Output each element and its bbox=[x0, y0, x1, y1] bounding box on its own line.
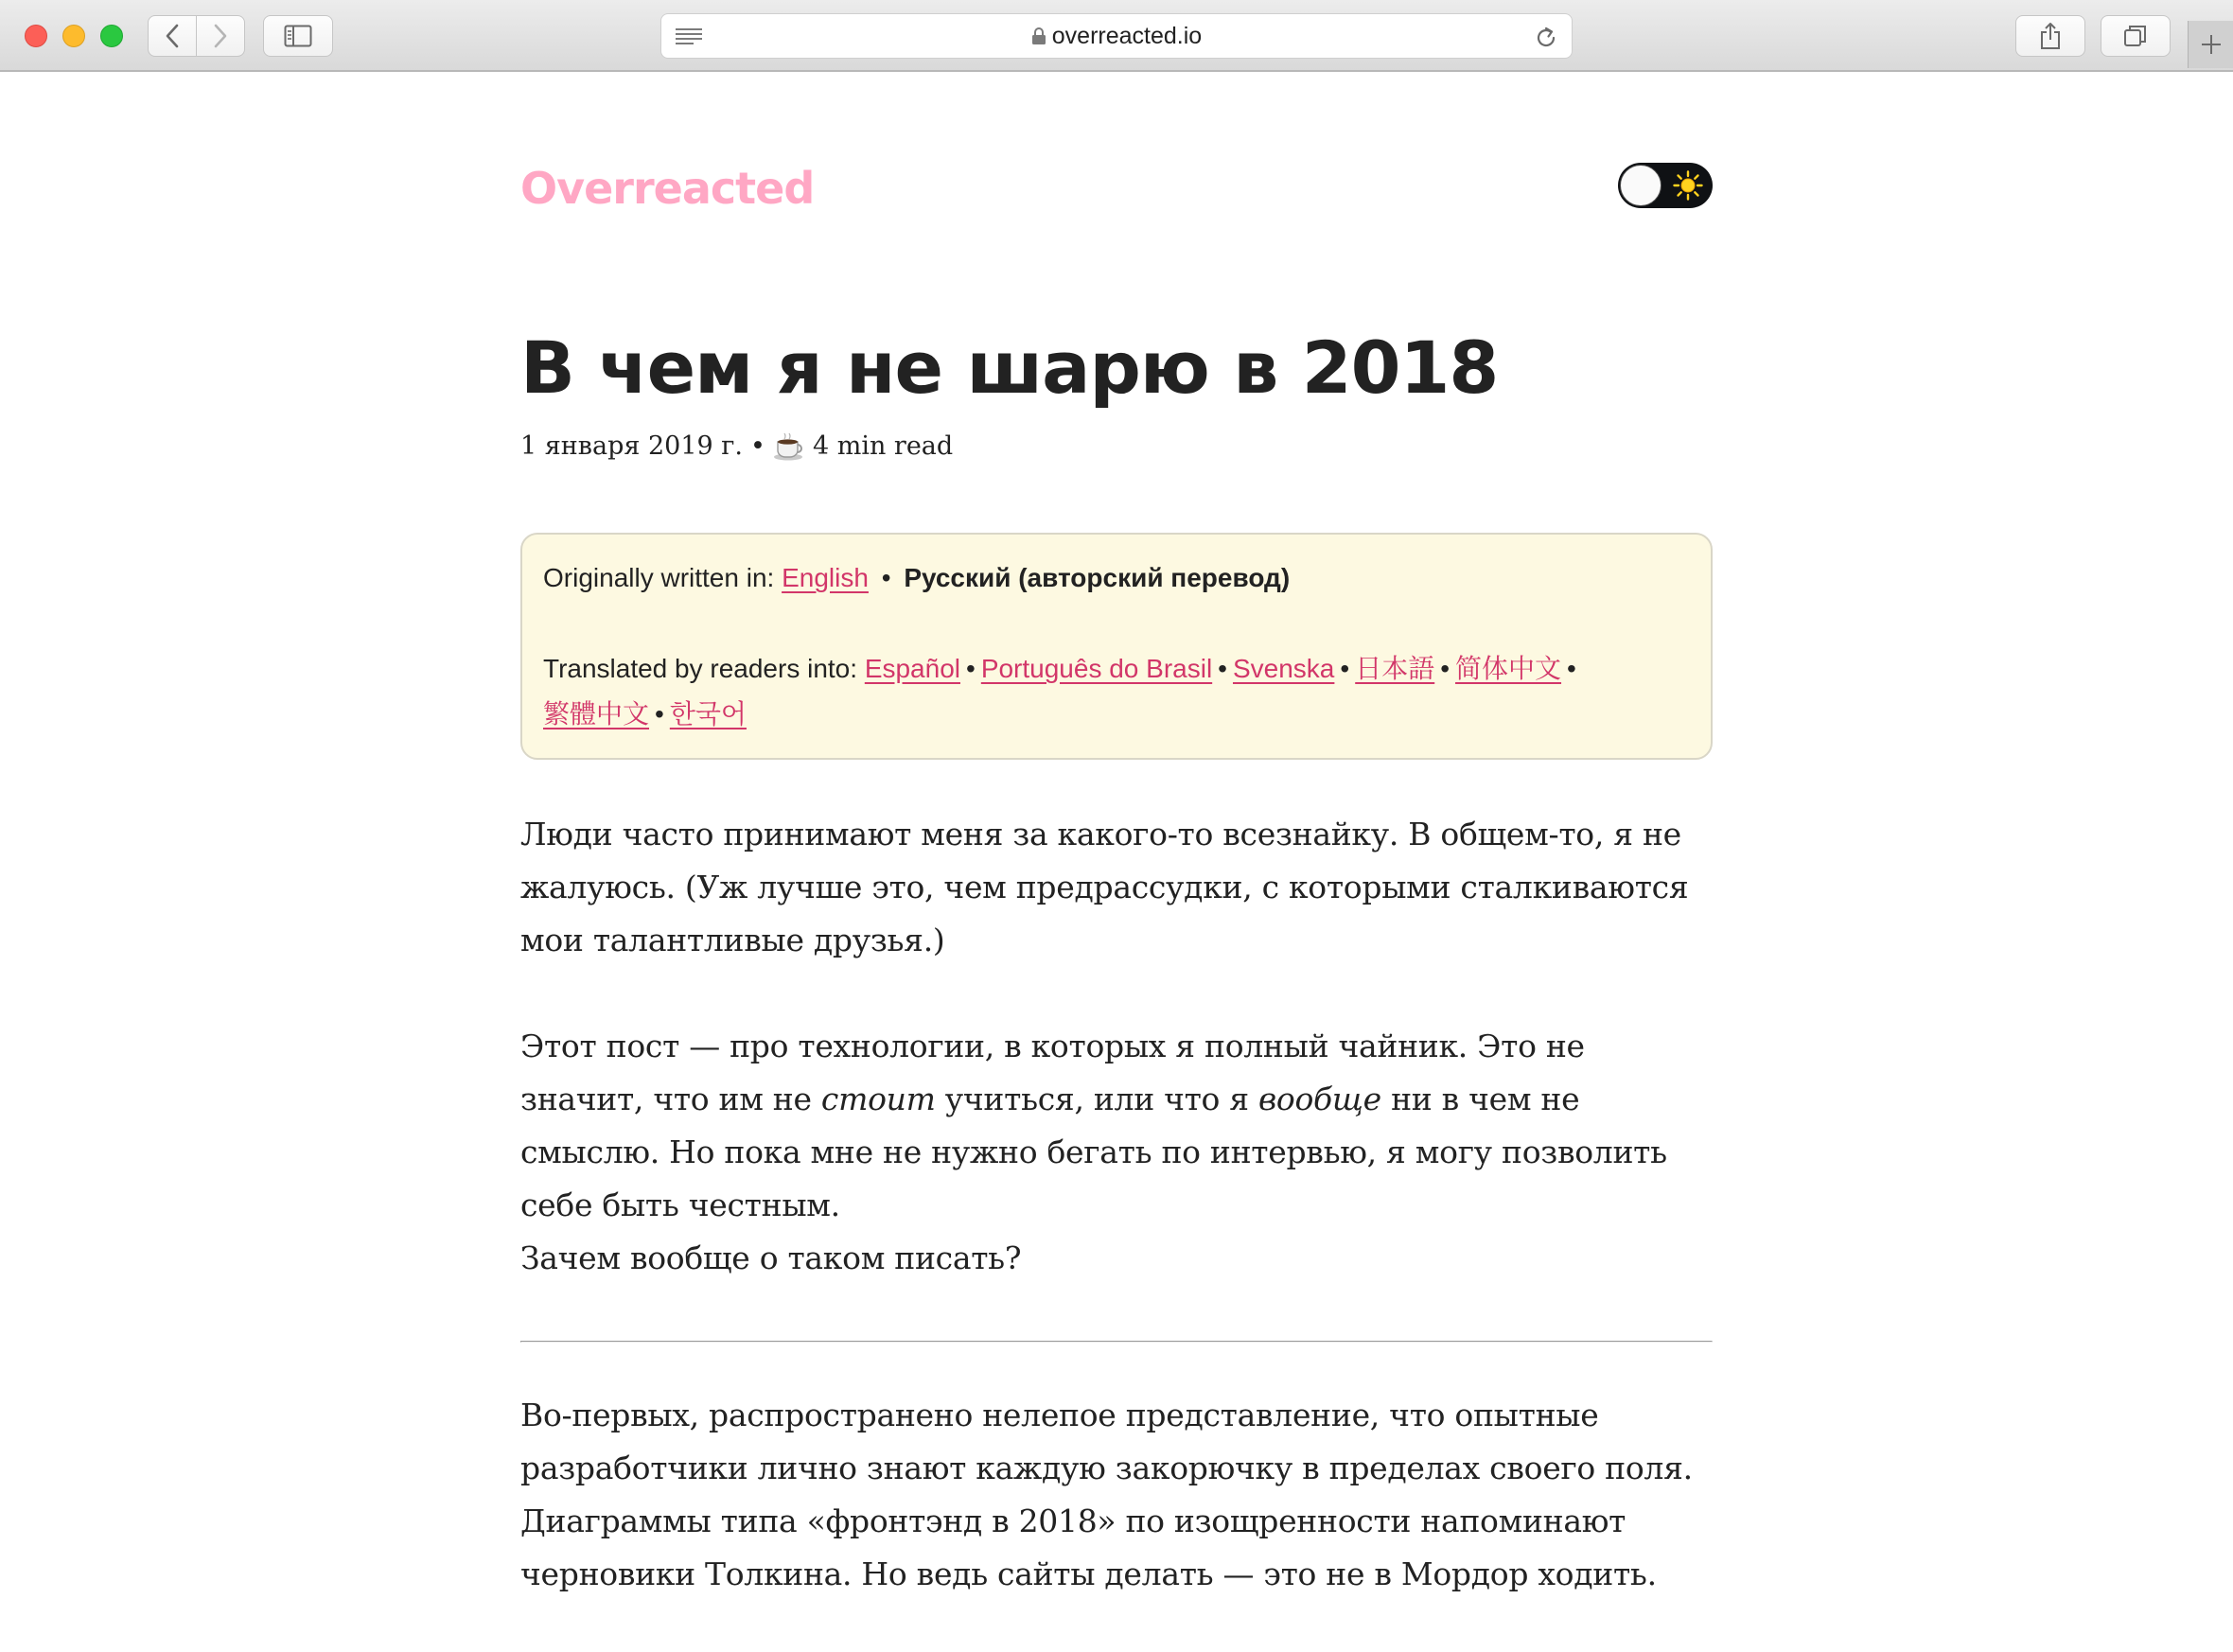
site-title-link[interactable]: Overreacted bbox=[520, 163, 815, 214]
reload-icon[interactable] bbox=[1534, 26, 1558, 50]
new-tab-button[interactable] bbox=[2188, 21, 2233, 68]
readers-label: Translated by readers into: bbox=[543, 654, 858, 683]
read-time: 4 min read bbox=[812, 431, 954, 461]
share-button[interactable] bbox=[2015, 15, 2085, 57]
address-bar[interactable] bbox=[660, 13, 1573, 59]
paragraph-2: Этот пост — про технологии, в которых я полный чайник. Это не значит, что им не стоит учиться, или что я вообще ни в чем не смыслю. Но пока мне не нужно бегать по интервью, я могу позволить себе быть честным. bbox=[520, 1028, 1667, 1223]
paragraph-4: Во-первых, распространено нелепое представление, что опытные разработчики лично знают каждую закорючку в пределах своего поля. Диаграммы типа «фронтэнд в 2018» по изощренности напоминают черновики Толкина. Но ведь сайты делать — это не в Мордор ходить. bbox=[520, 1397, 1693, 1592]
bullet: • bbox=[881, 563, 891, 592]
post-date: 1 января 2019 г. bbox=[520, 431, 744, 461]
sidebar-toggle-button[interactable] bbox=[263, 15, 333, 57]
lock-icon bbox=[1031, 26, 1046, 45]
site-header bbox=[520, 163, 1713, 238]
section-divider bbox=[520, 1341, 1713, 1343]
language-link-zh-hans[interactable]: 简体中文 bbox=[1455, 654, 1562, 683]
original-language-row bbox=[543, 555, 1690, 601]
tabs-overview-icon bbox=[2123, 24, 2148, 48]
language-link-es[interactable]: Español bbox=[864, 654, 960, 683]
sidebar-icon bbox=[284, 25, 312, 47]
back-button[interactable] bbox=[148, 15, 197, 57]
url-display bbox=[1031, 23, 1202, 50]
language-link-sv[interactable]: Svenska bbox=[1232, 654, 1335, 683]
theme-toggle[interactable] bbox=[1618, 163, 1713, 208]
browser-toolbar bbox=[0, 0, 2233, 72]
coffee-icon bbox=[773, 432, 805, 461]
share-icon bbox=[2039, 22, 2062, 50]
reader-translations-row: Translated by readers into: Español • Português do Brasil • Svenska • 日本語 • 简体中文 • 繁體中文 • 한국어 bbox=[543, 654, 1576, 729]
translations-box bbox=[520, 533, 1713, 760]
forward-button[interactable] bbox=[196, 15, 245, 57]
close-window-button[interactable] bbox=[25, 25, 47, 47]
zoom-window-button[interactable] bbox=[100, 25, 123, 47]
reader-lines-icon[interactable] bbox=[675, 27, 703, 46]
url-text: overreacted.io bbox=[1051, 22, 1203, 49]
paragraph-3: Зачем вообще о таком писать? bbox=[520, 1239, 1022, 1276]
emphasis-stoit: стоит bbox=[820, 1081, 936, 1117]
language-link-ko[interactable]: 한국어 bbox=[669, 699, 747, 729]
language-link-pt-br[interactable]: Português do Brasil bbox=[980, 654, 1213, 683]
tab-overview-button[interactable] bbox=[2101, 15, 2171, 57]
emphasis-voobshche: вообще bbox=[1258, 1081, 1381, 1117]
paragraph-1: Люди часто принимают меня за какого-то всезнайку. В общем-то, я не жалуюсь. (Уж лучше это, чем предрассудки, с которыми сталкиваются мои талантливые друзья.) bbox=[520, 816, 1689, 958]
language-link-ja[interactable]: 日本語 bbox=[1355, 654, 1435, 683]
sun-icon bbox=[1673, 170, 1703, 201]
chevron-left-icon bbox=[165, 24, 180, 48]
plus-icon bbox=[2200, 33, 2223, 56]
post-meta bbox=[520, 431, 953, 461]
minimize-window-button[interactable] bbox=[62, 25, 85, 47]
toggle-knob bbox=[1620, 165, 1662, 206]
english-link[interactable]: English bbox=[782, 563, 869, 592]
post-title: В чем я не шарю в 2018 bbox=[520, 325, 1499, 410]
original-label: Originally written in: bbox=[543, 563, 775, 592]
current-language: Русский (авторский перевод) bbox=[904, 563, 1291, 592]
language-link-zh-hant[interactable]: 繁體中文 bbox=[543, 699, 650, 729]
chevron-right-icon bbox=[213, 24, 228, 48]
meta-separator: • bbox=[750, 431, 765, 461]
